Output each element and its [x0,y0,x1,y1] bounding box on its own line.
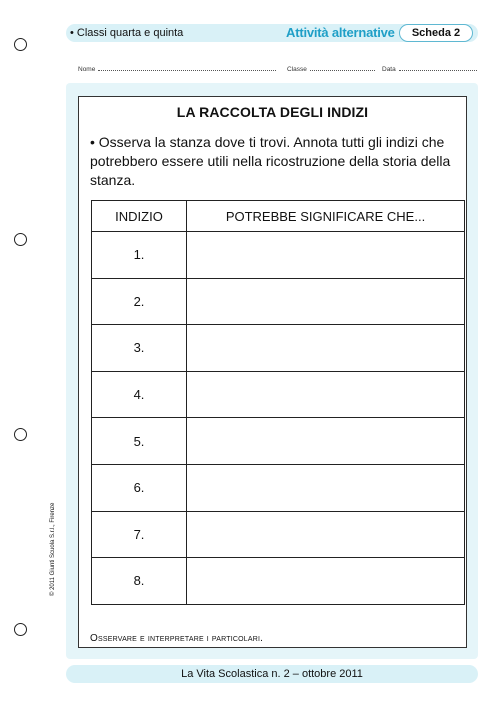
binder-hole-4 [14,623,27,636]
date-dotted-line [399,64,477,71]
learning-objective-note: Osservare e interpretare i particolari. [90,633,264,644]
table-row [92,511,465,558]
instruction-text: • Osserva la stanza dove ti trovi. Annota tutti gli indizi che potrebbero essere utili nella ricostruzione della storia della stanza. [90,134,451,188]
table-row [92,325,465,372]
row-number: 4. [92,371,187,418]
meaning-cell[interactable] [187,558,465,605]
table-row [92,418,465,465]
header-clue: INDIZIO [92,201,187,232]
section-title: Attività alternative [286,25,395,40]
row-number: 6. [92,464,187,511]
date-field[interactable] [382,64,477,73]
table-header-row [92,201,465,232]
row-number: 8. [92,558,187,605]
meaning-cell[interactable] [187,232,465,279]
class-dotted-line [310,64,375,71]
row-number: 2. [92,278,187,325]
row-number: 1. [92,232,187,279]
binder-hole-1 [14,38,27,51]
name-label: Nome [78,66,96,73]
header-meaning: POTREBBE SIGNIFICARE CHE... [187,201,465,232]
worksheet-title: LA RACCOLTA DEGLI INDIZI [176,104,369,120]
row-number: 3. [92,325,187,372]
publication-footer: La Vita Scolastica n. 2 – ottobre 2011 [66,665,478,683]
sheet-label: Scheda 2 [399,24,473,42]
binder-hole-3 [14,428,27,441]
meaning-cell[interactable] [187,418,465,465]
meaning-cell[interactable] [187,511,465,558]
binder-hole-2 [14,233,27,246]
name-dotted-line [98,64,276,71]
row-number: 5. [92,418,187,465]
class-level-label: • Classi quarta e quinta [70,27,184,39]
table-row [92,278,465,325]
meaning-cell[interactable] [187,325,465,372]
class-field[interactable] [287,64,375,73]
table-row [92,464,465,511]
clues-table [91,200,465,605]
table-row [92,232,465,279]
date-label: Data [382,66,396,73]
name-field[interactable] [78,64,276,73]
table-row [92,558,465,605]
table-row [92,371,465,418]
row-number: 7. [92,511,187,558]
copyright-notice: © 2011 Giunti Scuola S.r.l., Firenze [50,502,56,596]
meaning-cell[interactable] [187,278,465,325]
meaning-cell[interactable] [187,371,465,418]
class-label: Classe [287,66,307,73]
meaning-cell[interactable] [187,464,465,511]
